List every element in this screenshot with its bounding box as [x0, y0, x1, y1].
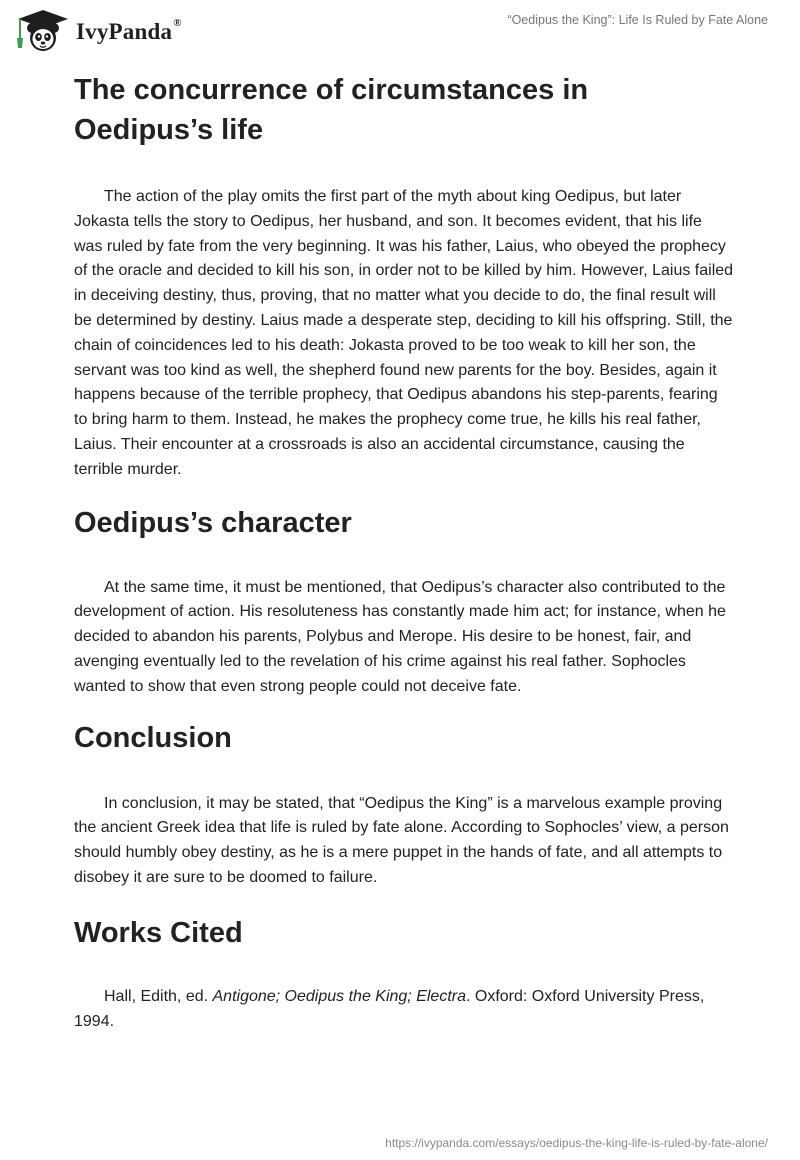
paragraph-conclusion: In conclusion, it may be stated, that “Oedipus the King” is a marvelous example proving the ancient Greek idea that life is ruled by fate alone. According to Sophocles’ view, a person should humbly obey destiny, as he is a mere puppet in the hands of fate, and all attempts to disobey it are sure to be doomed to failure.	[74, 794, 729, 886]
panda-graduation-cap-icon	[14, 8, 72, 54]
page-header	[0, 0, 800, 70]
logo-text: IvyPanda®	[76, 17, 182, 44]
paragraph-character: At the same time, it must be mentioned, that Oedipus’s character also contributed to the development of action. His resoluteness has constantly made him act; for instance, when he decided to abandon his parents, Polybus and Merope. His desire to be honest, fair, and avenging eventually led to the revelation of his crime against his real father. Sophocles wanted to show that even strong people could not deceive fate.	[74, 578, 726, 695]
section-heading-works-cited: Works Cited	[74, 916, 243, 949]
ivypanda-logo[interactable]	[14, 8, 182, 54]
source-url[interactable]: https://ivypanda.com/essays/oedipus-the-king-life-is-ruled-by-fate-alone/	[385, 1136, 768, 1150]
citation-publication: . Oxford: Oxford University Press, 1994.	[74, 987, 705, 1030]
citation-author: Hall, Edith, ed.	[104, 987, 213, 1005]
paragraph-concurrence: The action of the play omits the first part of the myth about king Oedipus, but later Jokasta tells the story to Oedipus, her husband, and son. It becomes evident, that his life was ruled by fate from the very beginning. It was his father, Laius, who obeyed the prophecy of the oracle and decided to kill his son, in order not to be killed by him. However, Laius failed in deceiving destiny, thus, proving, that no matter what you decide to do, the final result will be determined by destiny. Laius made a desperate step, deciding to kill his offspring. Still, the chain of coincidences led to his death: Jokasta proved to be too weak to kill her son, the servant was too kind as well, the shepherd found new parents for the boy. Besides, again it happens because of the terrible prophecy, that Oedipus abandons his step-parents, fearing to bring harm to them. Instead, he makes the prophecy come true, he kills his real father, Laius. Their encounter at a crossroads is also an accidental circumstance, causing the terrible murder.	[74, 188, 734, 478]
essay-body	[74, 70, 734, 1034]
running-title: “Oedipus the King”: Life Is Ruled by Fate Alone	[507, 13, 768, 27]
citation-title: Antigone; Oedipus the King; Electra	[212, 987, 466, 1005]
citation-entry	[74, 985, 734, 1035]
section-heading-character: Oedipus’s character	[74, 506, 352, 539]
section-heading-concurrence: The concurrence of circumstances in Oedipus’s life	[74, 74, 589, 146]
section-heading-conclusion: Conclusion	[74, 721, 232, 754]
